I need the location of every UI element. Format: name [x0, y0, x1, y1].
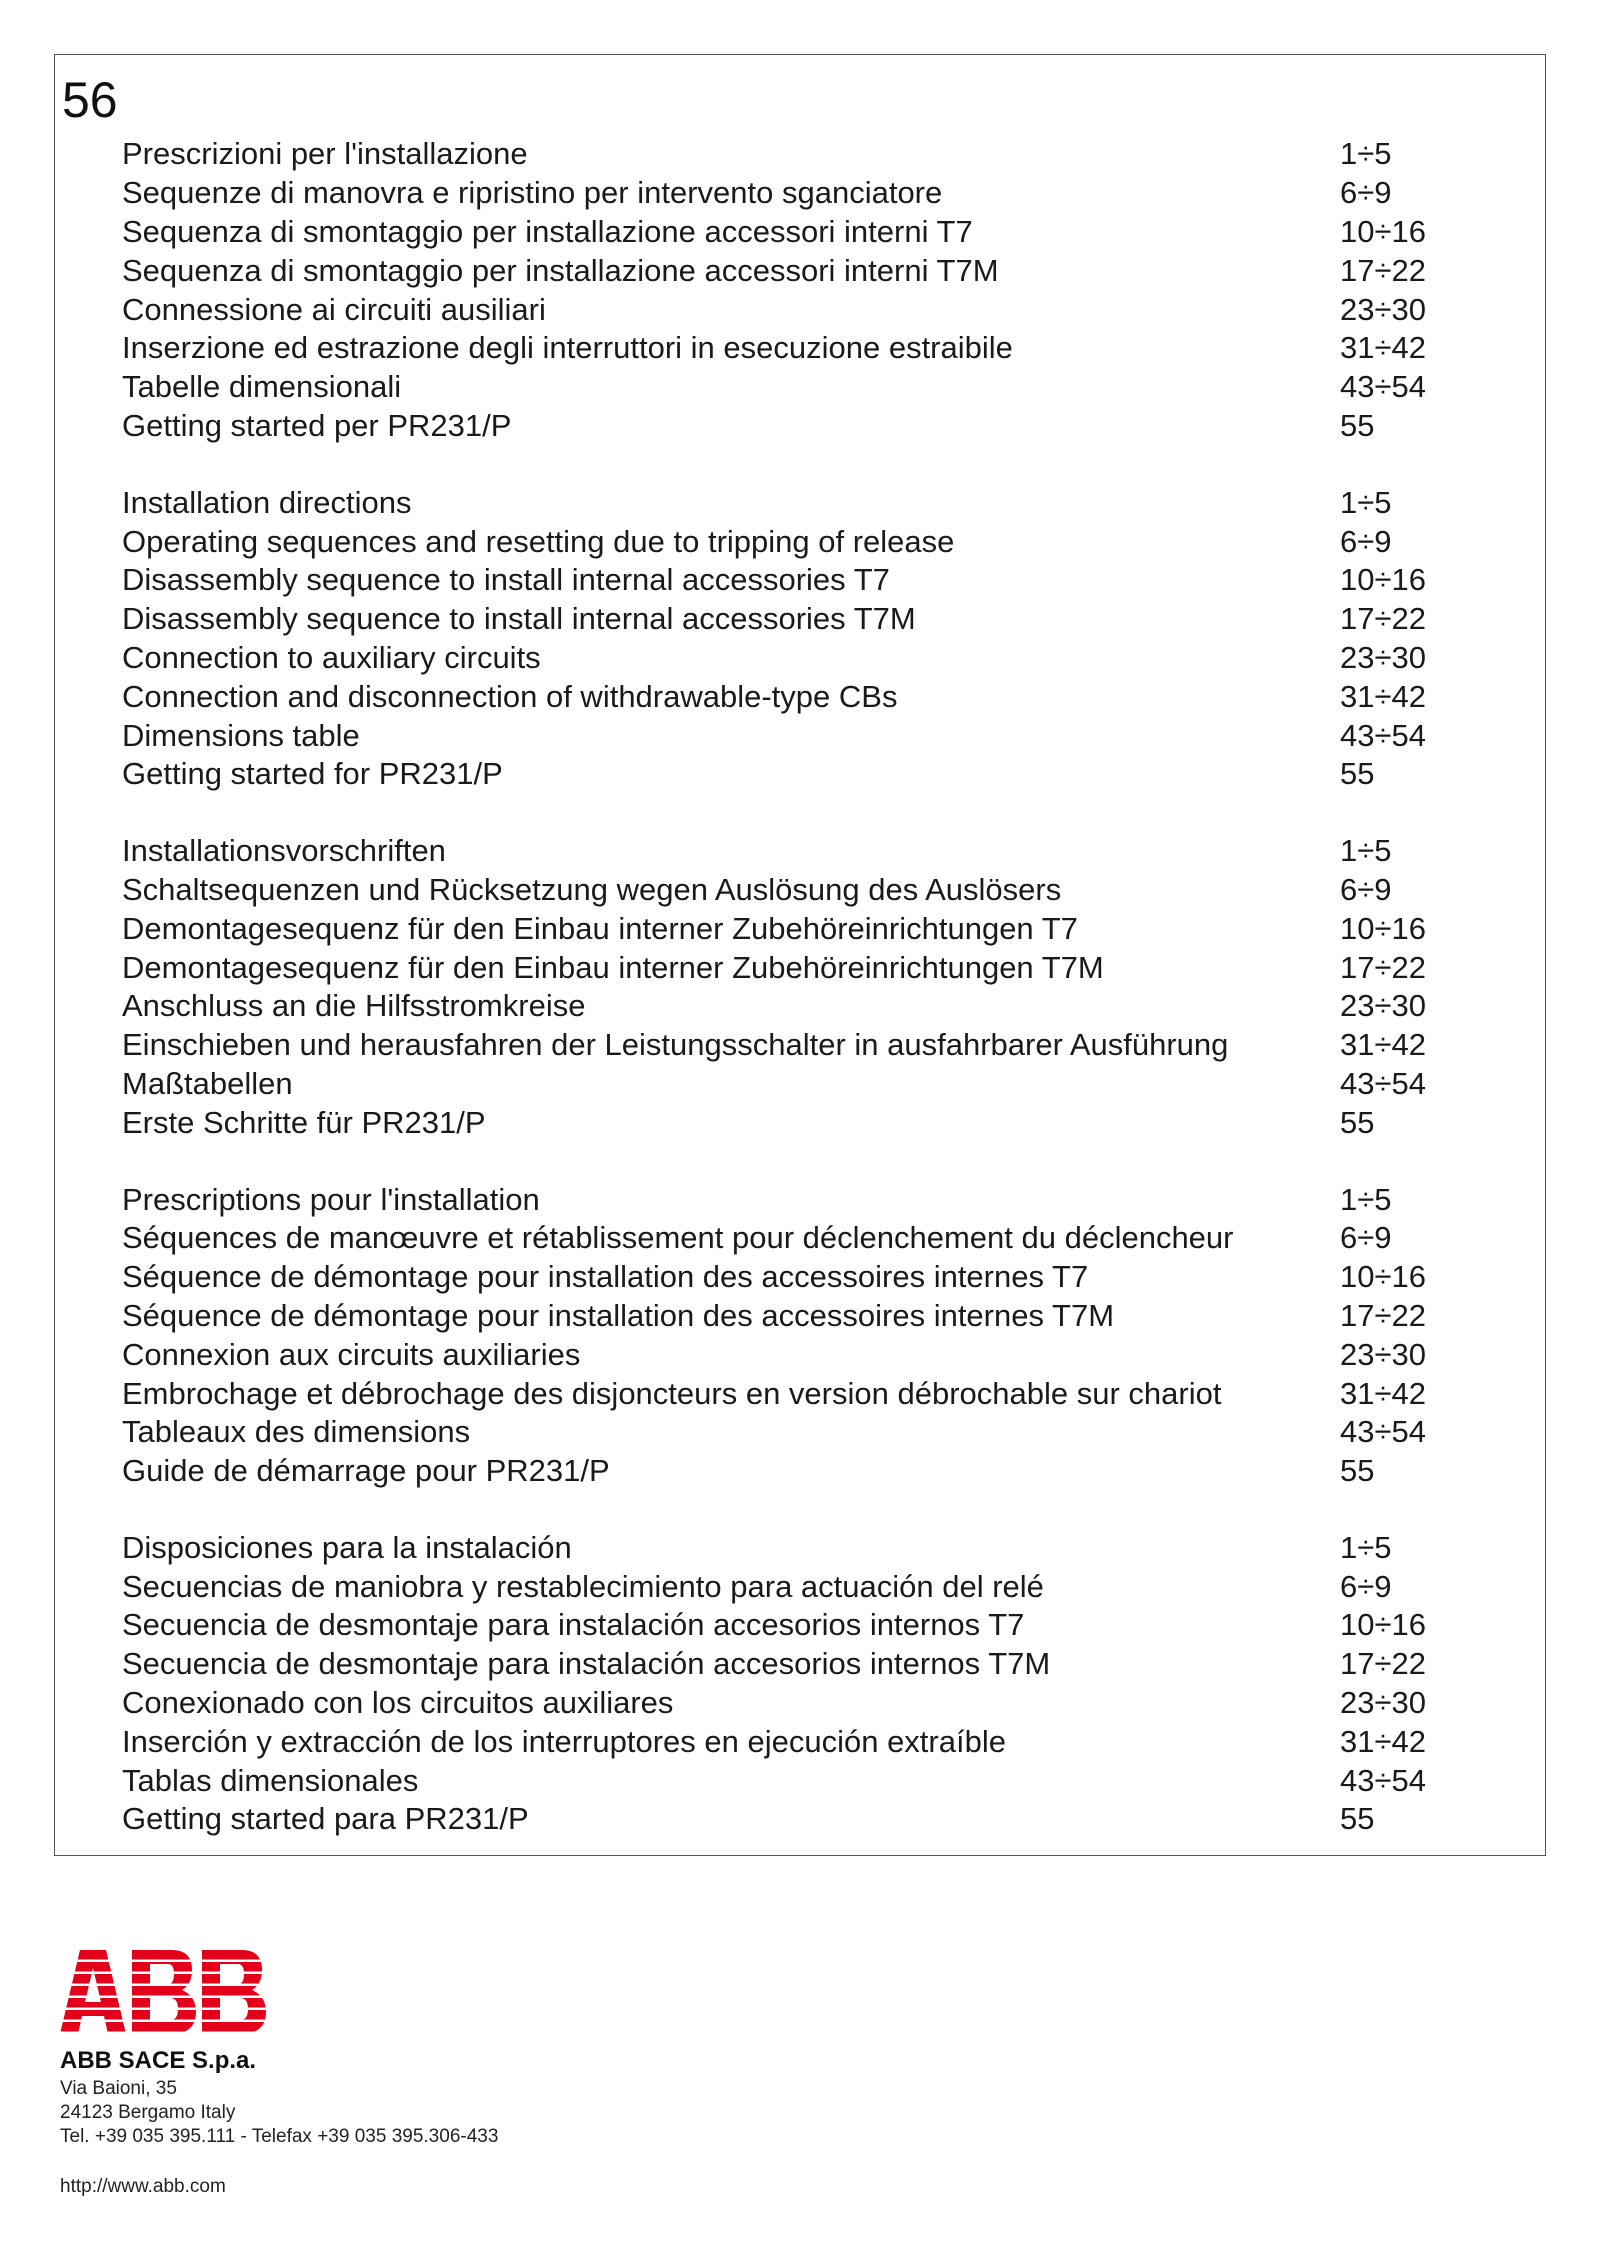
toc-entry-title: Einschieben und herausfahren der Leistungsschalter in ausfahrbarer Ausführung	[122, 1027, 1229, 1063]
website-link[interactable]: http://www.abb.com	[60, 2176, 226, 2197]
toc-row	[122, 483, 1452, 522]
toc-entry-pages: 1÷5	[1340, 833, 1392, 869]
toc-entry-title: Erste Schritte für PR231/P	[122, 1104, 486, 1140]
toc-entry-pages: 10÷16	[1340, 1607, 1426, 1643]
toc-row	[122, 1258, 1452, 1297]
toc-row	[122, 600, 1452, 639]
toc-section-fr	[122, 1180, 1452, 1490]
toc-entry-title: Disposiciones para la instalación	[122, 1529, 572, 1565]
toc-row	[122, 368, 1452, 407]
toc-entry-pages: 6÷9	[1340, 1568, 1392, 1604]
toc-row	[122, 1374, 1452, 1413]
page-number: 56	[62, 72, 118, 128]
toc-entry-pages: 55	[1340, 1801, 1375, 1837]
toc-entry-pages: 17÷22	[1340, 601, 1426, 637]
toc-entry-pages: 23÷30	[1340, 1685, 1426, 1721]
toc-entry-title: Tabelle dimensionali	[122, 369, 402, 405]
company-name: ABB SACE S.p.a.	[60, 2047, 257, 2074]
address-street: Via Baioni, 35	[60, 2078, 177, 2099]
toc-entry-pages: 23÷30	[1340, 291, 1426, 327]
toc-entry-title: Installation directions	[122, 484, 412, 520]
toc-row	[122, 290, 1452, 329]
toc-entry-title: Disassembly sequence to install internal accessories T7M	[122, 601, 916, 637]
toc-entry-pages: 43÷54	[1340, 1065, 1426, 1101]
toc-entry-title: Secuencia de desmontaje para instalación accesorios internos T7	[122, 1607, 1025, 1643]
toc-row	[122, 1645, 1452, 1684]
toc-entry-title: Prescrizioni per l'installazione	[122, 136, 528, 172]
toc-entry-pages: 17÷22	[1340, 949, 1426, 985]
toc-entry-pages: 31÷42	[1340, 330, 1426, 366]
toc-entry-title: Sequenza di smontaggio per installazione accessori interni T7M	[122, 252, 999, 288]
toc-row	[122, 987, 1452, 1026]
toc-row	[122, 561, 1452, 600]
toc-row	[122, 1297, 1452, 1336]
toc-entry-pages: 23÷30	[1340, 1336, 1426, 1372]
toc-entry-pages: 31÷42	[1340, 1375, 1426, 1411]
toc-entry-pages: 31÷42	[1340, 1027, 1426, 1063]
toc-entry-pages: 55	[1340, 756, 1375, 792]
toc-entry-pages: 1÷5	[1340, 1529, 1392, 1565]
toc-entry-pages: 6÷9	[1340, 175, 1392, 211]
toc-row	[122, 135, 1452, 174]
toc-entry-pages: 10÷16	[1340, 562, 1426, 598]
toc-entry-title: Demontagesequenz für den Einbau interner Zubehöreinrichtungen T7	[122, 910, 1078, 946]
toc-row	[122, 213, 1452, 252]
toc-row	[122, 832, 1452, 871]
toc-row	[122, 1219, 1452, 1258]
toc-row	[122, 1722, 1452, 1761]
toc-row	[122, 677, 1452, 716]
toc-row	[122, 1335, 1452, 1374]
toc-entry-title: Secuencias de maniobra y restablecimiento para actuación del relé	[122, 1568, 1044, 1604]
toc-entry-pages: 10÷16	[1340, 1259, 1426, 1295]
toc-entry-title: Secuencia de desmontaje para instalación accesorios internos T7M	[122, 1646, 1051, 1682]
toc-entry-pages: 6÷9	[1340, 1220, 1392, 1256]
toc-row	[122, 329, 1452, 368]
toc-entry-title: Getting started per PR231/P	[122, 407, 512, 443]
toc-section-de	[122, 832, 1452, 1142]
toc-row	[122, 1452, 1452, 1491]
toc-entry-pages: 23÷30	[1340, 988, 1426, 1024]
toc-entry-title: Connexion aux circuits auxiliaries	[122, 1336, 581, 1372]
toc-entry-title: Connessione ai circuiti ausiliari	[122, 291, 546, 327]
toc-entry-title: Tablas dimensionales	[122, 1762, 419, 1798]
toc-row	[122, 1800, 1452, 1839]
toc-entry-title: Inserción y extracción de los interruptores en ejecución extraíble	[122, 1723, 1006, 1759]
toc-entry-pages: 55	[1340, 1104, 1375, 1140]
toc-entry-pages: 6÷9	[1340, 523, 1392, 559]
table-of-contents	[122, 135, 1452, 1877]
toc-entry-pages: 43÷54	[1340, 1762, 1426, 1798]
toc-entry-title: Maßtabellen	[122, 1065, 293, 1101]
toc-row	[122, 1413, 1452, 1452]
abb-logo	[58, 1950, 268, 2039]
toc-row	[122, 1103, 1452, 1142]
toc-entry-pages: 17÷22	[1340, 252, 1426, 288]
toc-entry-title: Séquence de démontage pour installation des accessoires internes T7M	[122, 1297, 1115, 1333]
toc-row	[122, 251, 1452, 290]
toc-section-en	[122, 483, 1452, 793]
toc-entry-title: Guide de démarrage pour PR231/P	[122, 1453, 610, 1489]
toc-section-it	[122, 135, 1452, 445]
toc-row	[122, 174, 1452, 213]
toc-entry-title: Getting started for PR231/P	[122, 756, 503, 792]
toc-entry-pages: 10÷16	[1340, 910, 1426, 946]
toc-entry-pages: 1÷5	[1340, 484, 1392, 520]
toc-entry-title: Conexionado con los circuitos auxiliares	[122, 1685, 674, 1721]
toc-entry-pages: 23÷30	[1340, 639, 1426, 675]
toc-entry-title: Operating sequences and resetting due to tripping of release	[122, 523, 955, 559]
toc-entry-pages: 55	[1340, 407, 1375, 443]
toc-row	[122, 1026, 1452, 1065]
toc-entry-pages: 10÷16	[1340, 213, 1426, 249]
toc-row	[122, 716, 1452, 755]
toc-row	[122, 871, 1452, 910]
toc-entry-pages: 1÷5	[1340, 1181, 1392, 1217]
toc-entry-title: Sequenze di manovra e ripristino per intervento sganciatore	[122, 175, 943, 211]
toc-section-es	[122, 1529, 1452, 1839]
contact-phone: Tel. +39 035 395.111 - Telefax +39 035 395.306-433	[60, 2126, 499, 2147]
toc-row	[122, 1529, 1452, 1568]
toc-entry-title: Getting started para PR231/P	[122, 1801, 529, 1837]
toc-entry-title: Séquence de démontage pour installation des accessoires internes T7	[122, 1259, 1089, 1295]
toc-entry-title: Dimensions table	[122, 717, 360, 753]
toc-entry-title: Sequenza di smontaggio per installazione accessori interni T7	[122, 213, 973, 249]
toc-entry-pages: 43÷54	[1340, 369, 1426, 405]
toc-row	[122, 755, 1452, 794]
toc-entry-title: Embrochage et débrochage des disjoncteurs en version débrochable sur chariot	[122, 1375, 1222, 1411]
toc-entry-pages: 1÷5	[1340, 136, 1392, 172]
toc-entry-title: Disassembly sequence to install internal accessories T7	[122, 562, 890, 598]
toc-entry-title: Inserzione ed estrazione degli interruttori in esecuzione estraibile	[122, 330, 1013, 366]
toc-row	[122, 522, 1452, 561]
toc-row	[122, 1180, 1452, 1219]
toc-row	[122, 407, 1452, 446]
toc-entry-pages: 43÷54	[1340, 1414, 1426, 1450]
toc-row	[122, 1761, 1452, 1800]
toc-entry-title: Schaltsequenzen und Rücksetzung wegen Auslösung des Auslösers	[122, 871, 1062, 907]
toc-entry-title: Séquences de manœuvre et rétablissement pour déclenchement du déclencheur	[122, 1220, 1234, 1256]
toc-entry-title: Connection to auxiliary circuits	[122, 639, 541, 675]
toc-row	[122, 1606, 1452, 1645]
toc-entry-title: Anschluss an die Hilfsstromkreise	[122, 988, 586, 1024]
toc-entry-pages: 6÷9	[1340, 871, 1392, 907]
toc-row	[122, 909, 1452, 948]
toc-entry-title: Prescriptions pour l'installation	[122, 1181, 540, 1217]
toc-row	[122, 1567, 1452, 1606]
toc-entry-title: Tableaux des dimensions	[122, 1414, 471, 1450]
toc-row	[122, 1684, 1452, 1723]
toc-row	[122, 1065, 1452, 1104]
toc-entry-pages: 43÷54	[1340, 717, 1426, 753]
toc-entry-pages: 31÷42	[1340, 678, 1426, 714]
address-city: 24123 Bergamo Italy	[60, 2102, 236, 2123]
toc-entry-pages: 17÷22	[1340, 1297, 1426, 1333]
toc-entry-pages: 31÷42	[1340, 1723, 1426, 1759]
abb-logo-icon	[58, 1950, 268, 2034]
toc-row	[122, 639, 1452, 678]
toc-entry-title: Demontagesequenz für den Einbau interner Zubehöreinrichtungen T7M	[122, 949, 1104, 985]
toc-row	[122, 948, 1452, 987]
toc-entry-title: Connection and disconnection of withdrawable-type CBs	[122, 678, 898, 714]
toc-entry-pages: 55	[1340, 1453, 1375, 1489]
toc-entry-title: Installationsvorschriften	[122, 833, 446, 869]
toc-entry-pages: 17÷22	[1340, 1646, 1426, 1682]
